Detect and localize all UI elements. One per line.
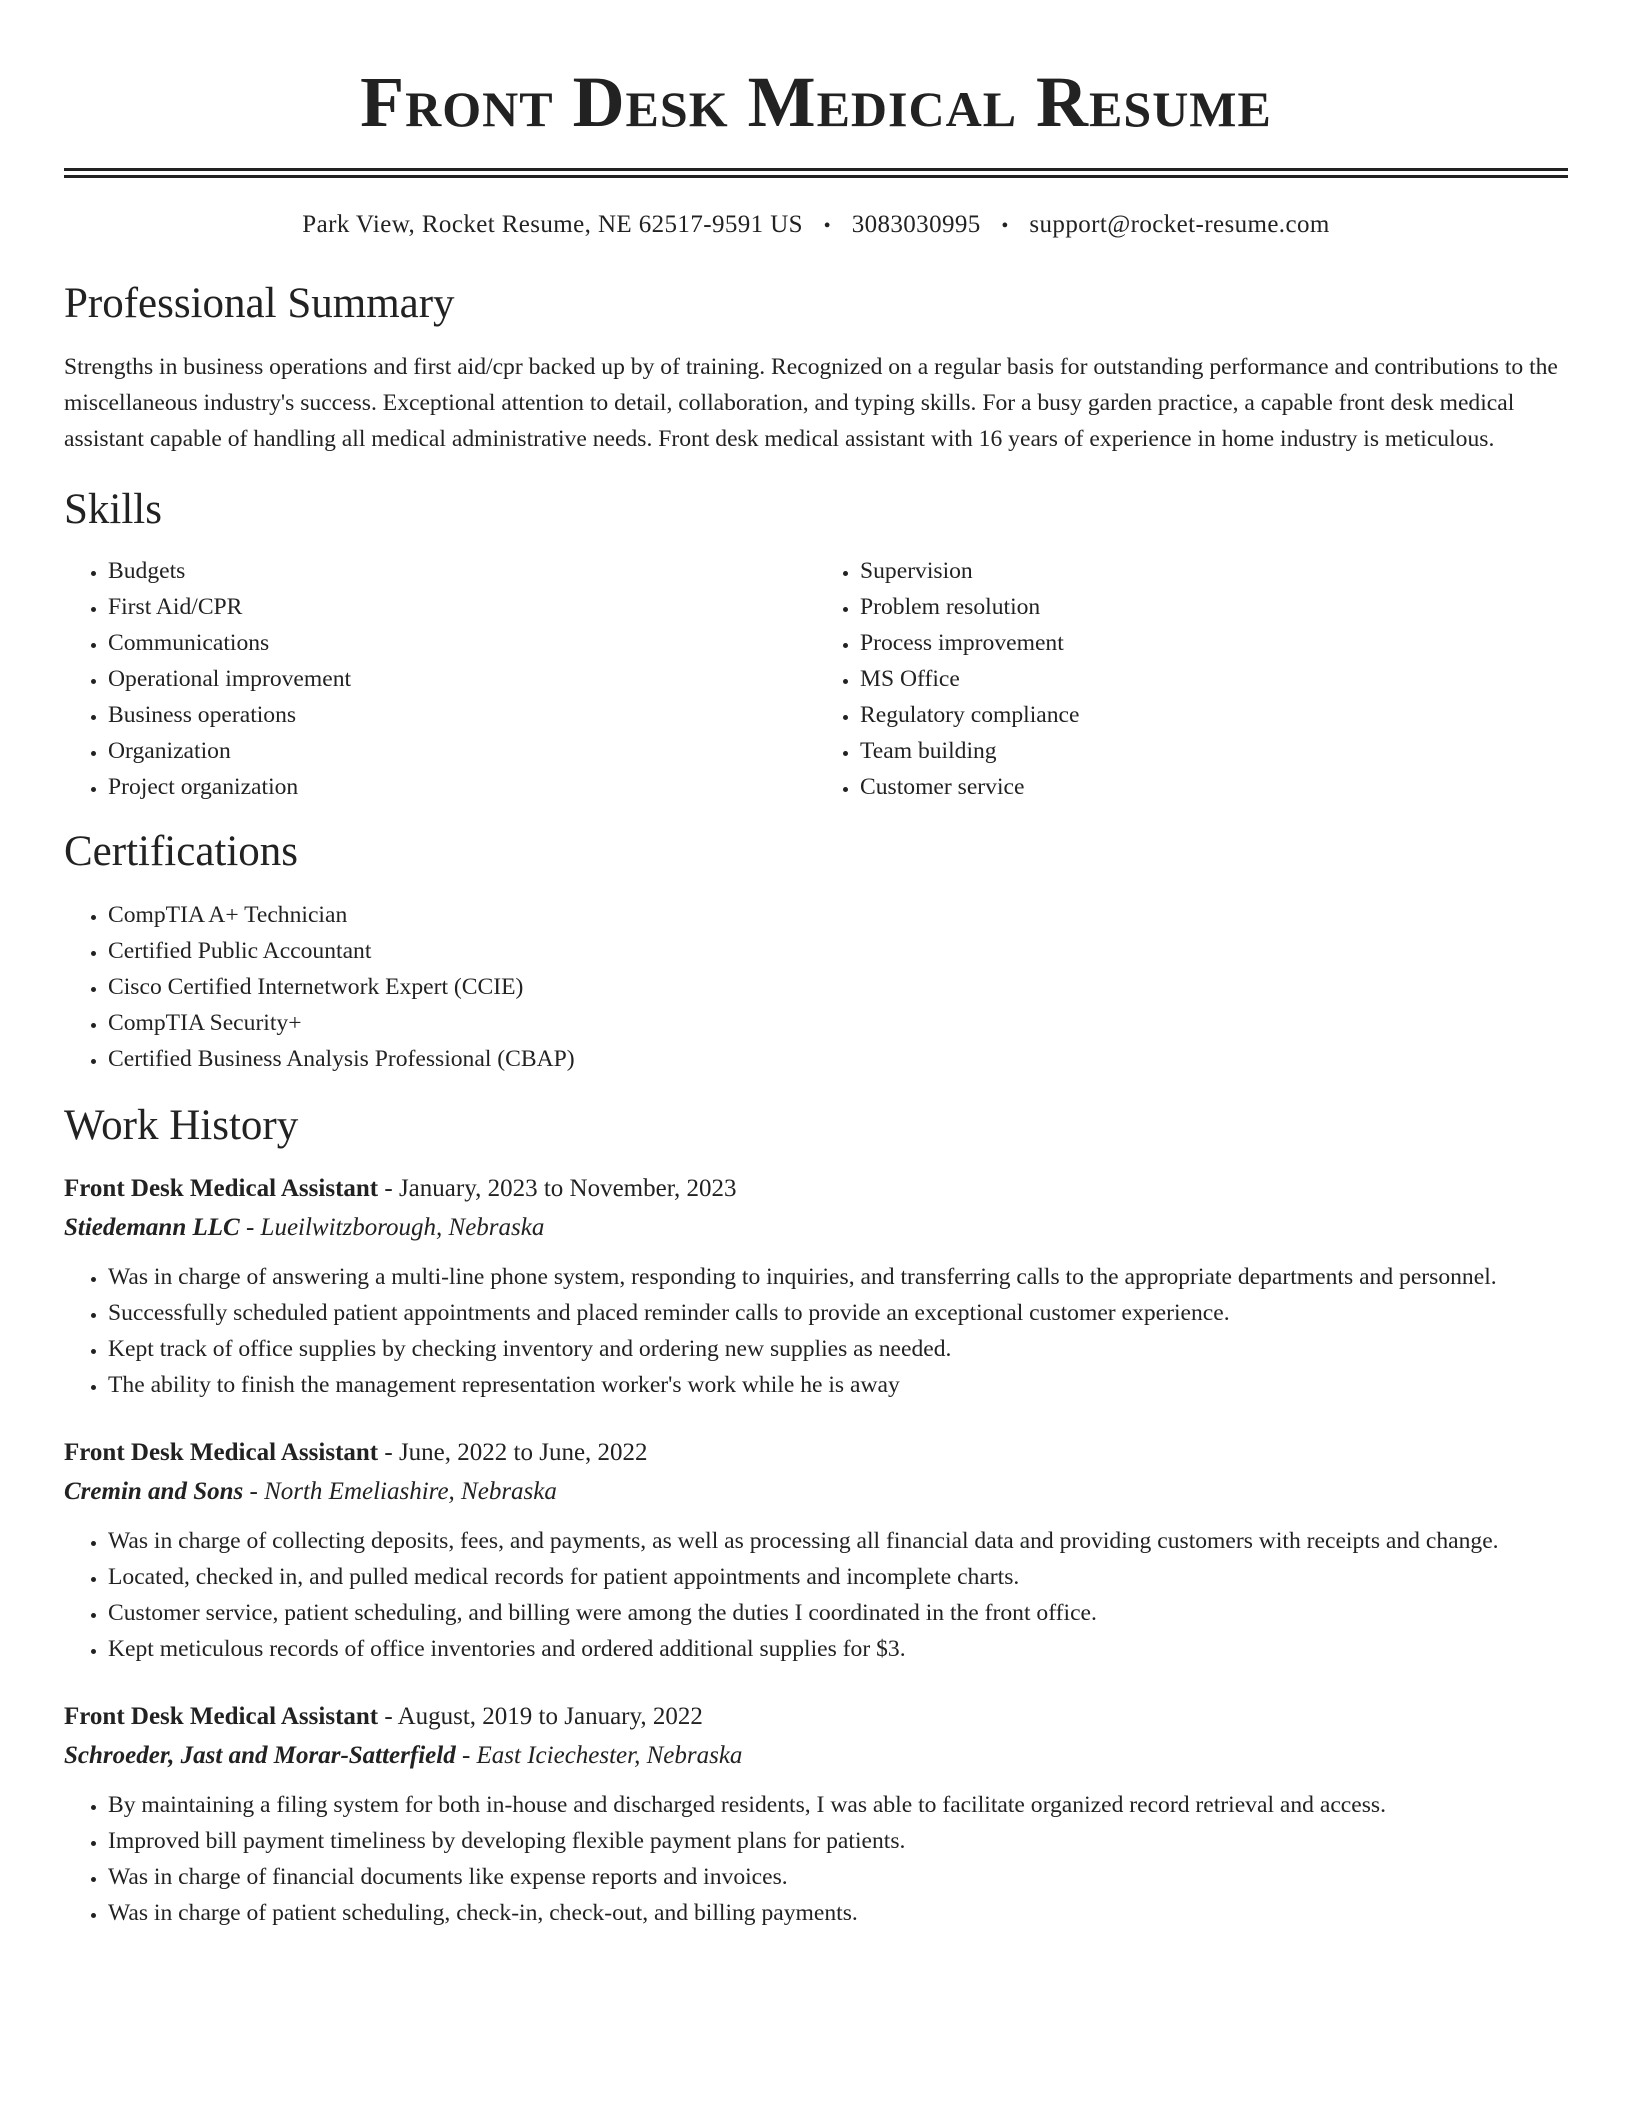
job-entry (64, 1697, 1568, 1931)
job-duty: • Located, checked in, and pulled medical records for patient appointments and incomplete charts. (108, 1559, 1568, 1595)
skill-item: • Process improvement (860, 625, 1568, 661)
job-duty: • Was in charge of patient scheduling, check-in, check-out, and billing payments. (108, 1895, 1568, 1931)
job-duty: • Was in charge of collecting deposits, fees, and payments, as well as processing all financial data and providing customers with receipts and change. (108, 1523, 1568, 1559)
skill-item: • Communications (108, 625, 816, 661)
skill-item: • MS Office (860, 661, 1568, 697)
section-heading: Professional Summary (64, 280, 455, 327)
skill-item: • Project organization (108, 769, 816, 805)
company-name: Cremin and Sons (64, 1478, 244, 1505)
section-heading: Work History (64, 1102, 299, 1149)
job-duty: • Improved bill payment timeliness by developing flexible payment plans for patients. (108, 1823, 1568, 1859)
job-dates: - January, 2023 to November, 2023 (378, 1175, 737, 1202)
resume-page (64, 0, 1568, 1931)
certifications-list (64, 897, 1568, 1077)
job-duty: • Kept track of office supplies by checking inventory and ordering new supplies as needed. (108, 1331, 1568, 1367)
summary-text: Strengths in business operations and first aid/cpr backed up by of training. Recognized on a regular basis for outstanding performance and contributions to the miscellaneous industry's success. Exceptional attention to detail, collaboration, and typing skills. For a busy garden practice, a capable front desk medical assistant capable of handling all medical administrative needs. Front desk medical assistant with 16 years of experience in home industry is meticulous. (64, 354, 1558, 452)
contact-address: Park View, Rocket Resume, NE 62517-9591 US (302, 211, 803, 238)
company-line (64, 1209, 1568, 1247)
certification-item: • Certified Public Accountant (108, 933, 1568, 969)
skill-item: • Customer service (860, 769, 1568, 805)
job-duty: • Was in charge of answering a multi-line phone system, responding to inquiries, and transferring calls to the appropriate departments and personnel. (108, 1259, 1568, 1295)
section-heading: Certifications (64, 828, 299, 875)
bullet-separator: • (823, 215, 832, 237)
company-name: Stiedemann LLC (64, 1214, 240, 1241)
skill-item: • Regulatory compliance (860, 697, 1568, 733)
company-line (64, 1473, 1568, 1511)
section-heading: Skills (64, 486, 162, 533)
skills-list-right (816, 553, 1568, 805)
skill-item: • Organization (108, 733, 816, 769)
certification-item: • Cisco Certified Internetwork Expert (CCIE) (108, 969, 1568, 1005)
skills-section (64, 485, 1568, 805)
certifications-section (64, 827, 1568, 1077)
work-history-section (64, 1101, 1568, 1931)
certification-item: • CompTIA Security+ (108, 1005, 1568, 1041)
company-location: - Lueilwitzborough, Nebraska (239, 1214, 545, 1241)
skill-item: • Team building (860, 733, 1568, 769)
resume-title: Front Desk Medical Resume (360, 62, 1272, 142)
skill-item: • Problem resolution (860, 589, 1568, 625)
job-title: Front Desk Medical Assistant (64, 1703, 379, 1730)
company-line (64, 1737, 1568, 1775)
job-duty: • Kept meticulous records of office inventories and ordered additional supplies for $3. (108, 1631, 1568, 1667)
job-duty: • Successfully scheduled patient appointments and placed reminder calls to provide an exceptional customer experience. (108, 1295, 1568, 1331)
job-entry (64, 1433, 1568, 1667)
job-title: Front Desk Medical Assistant (64, 1175, 379, 1202)
company-location: - North Emeliashire, Nebraska (243, 1478, 557, 1505)
job-title: Front Desk Medical Assistant (64, 1439, 379, 1466)
title-double-rule (64, 168, 1568, 178)
job-header (64, 1433, 1568, 1473)
job-duties-list (64, 1787, 1568, 1931)
company-name: Schroeder, Jast and Morar-Satterfield (64, 1742, 456, 1769)
bullet-separator: • (1001, 215, 1009, 237)
job-entry (64, 1169, 1568, 1403)
job-duty: • Was in charge of financial documents like expense reports and invoices. (108, 1859, 1568, 1895)
job-dates: - June, 2022 to June, 2022 (378, 1439, 648, 1466)
certification-item: • Certified Business Analysis Professional (CBAP) (108, 1041, 1568, 1077)
skill-item: • Supervision (860, 553, 1568, 589)
skill-item: • Operational improvement (108, 661, 816, 697)
job-dates: - August, 2019 to January, 2022 (378, 1703, 703, 1730)
job-duties-list (64, 1523, 1568, 1667)
skills-list-left (64, 553, 816, 805)
job-duty: • By maintaining a filing system for both in-house and discharged residents, I was able to facilitate organized record retrieval and access. (108, 1787, 1568, 1823)
certification-item: • CompTIA A+ Technician (108, 897, 1568, 933)
skills-columns (64, 553, 1568, 805)
skill-item: • First Aid/CPR (108, 589, 816, 625)
job-duty: • The ability to finish the management representation worker's work while he is away (108, 1367, 1568, 1403)
job-duty: • Customer service, patient scheduling, and billing were among the duties I coordinated in the front office. (108, 1595, 1568, 1631)
skill-item: • Budgets (108, 553, 816, 589)
professional-summary-section (64, 279, 1568, 457)
job-header (64, 1169, 1568, 1209)
job-duties-list (64, 1259, 1568, 1403)
contact-email: support@rocket-resume.com (1029, 211, 1330, 238)
job-header (64, 1697, 1568, 1737)
skill-item: • Business operations (108, 697, 816, 733)
contact-phone: 3083030995 (851, 211, 981, 238)
company-location: - East Iciechester, Nebraska (455, 1742, 743, 1769)
contact-line (64, 208, 1568, 243)
